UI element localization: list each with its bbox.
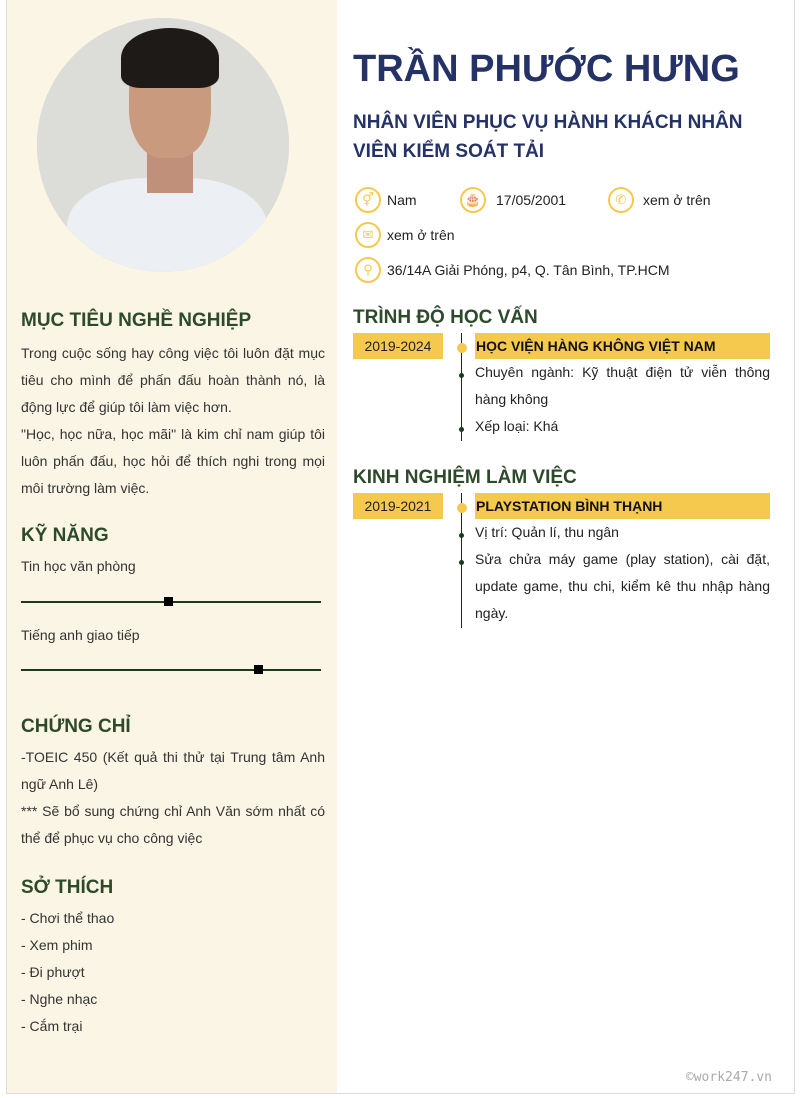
skill-bar xyxy=(21,669,321,671)
experience-org: PLAYSTATION BÌNH THẠNH xyxy=(475,493,770,519)
candidate-name: TRẦN PHƯỚC HƯNG xyxy=(353,48,740,90)
objective-heading: MỤC TIÊU NGHỀ NGHIỆP xyxy=(21,310,252,331)
skill-label: Tin học văn phòng xyxy=(21,558,136,574)
envelope-icon: ✉ xyxy=(355,222,381,248)
gender-value: Nam xyxy=(387,192,417,208)
bullet-dot xyxy=(459,373,464,378)
bullet-dot xyxy=(459,533,464,538)
hobbies-list xyxy=(21,905,325,1040)
email-value: xem ở trên xyxy=(387,227,455,243)
experience-heading: KINH NGHIỆM LÀM VIỆC xyxy=(353,467,577,488)
map-pin-icon: ⚲ xyxy=(355,257,381,283)
certificates-heading: CHỨNG CHỈ xyxy=(21,716,131,737)
birthday-value: 17/05/2001 xyxy=(496,192,567,208)
gender-icon: ⚥ xyxy=(355,187,381,213)
email-info xyxy=(355,222,455,248)
bullet-dot xyxy=(459,560,464,565)
hobby-item: - Đi phượt xyxy=(21,964,85,980)
education-org: HỌC VIỆN HÀNG KHÔNG VIỆT NAM xyxy=(475,333,770,359)
education-date: 2019-2024 xyxy=(353,333,443,359)
timeline-dot xyxy=(457,503,467,513)
phone-value: xem ở trên xyxy=(643,192,711,208)
skills-heading: KỸ NĂNG xyxy=(21,525,109,546)
education-heading: TRÌNH ĐỘ HỌC VẤN xyxy=(353,307,538,328)
objective-p1: Trong cuộc sống hay công việc tôi luôn đặt mục tiêu cho mình để phấn đấu hoàn thành nó, là động lực để giúp tôi làm việc hơn. xyxy=(21,345,325,415)
hobby-item: - Nghe nhạc xyxy=(21,991,98,1007)
hobby-item: - Chơi thể thao xyxy=(21,910,115,926)
phone-info xyxy=(608,187,711,213)
bullet-dot xyxy=(459,427,464,432)
certificate-p2: *** Sẽ bổ sung chứng chỉ Anh Văn sớm nhất có thể để phục vụ cho công việc xyxy=(21,803,325,846)
education-item: Chuyên ngành: Kỹ thuật điện tử viễn thông hàng không xyxy=(475,364,770,407)
skill-bar xyxy=(21,601,321,603)
objective-text xyxy=(21,340,325,502)
experience-item: Vị trí: Quản lí, thu ngân xyxy=(475,524,619,540)
hobby-item: - Cắm trại xyxy=(21,1018,83,1034)
objective-p2: "Học, học nữa, học mãi" là kim chỉ nam giúp tôi luôn phấn đấu, học hỏi để thích nghi trong mọi môi trường làm việc. xyxy=(21,426,325,496)
phone-icon: ✆ xyxy=(608,187,634,213)
hobbies-heading: SỞ THÍCH xyxy=(21,877,114,898)
experience-date: 2019-2021 xyxy=(353,493,443,519)
education-item: Xếp loại: Khá xyxy=(475,418,559,434)
address-value: 36/14A Giải Phóng, p4, Q. Tân Bình, TP.HCM xyxy=(387,262,670,278)
gender-info xyxy=(355,187,417,213)
birthday-info xyxy=(460,187,566,213)
job-title: NHÂN VIÊN PHỤC VỤ HÀNH KHÁCH NHÂN VIÊN KIỂM SOÁT TẢI xyxy=(353,112,743,162)
profile-photo xyxy=(37,18,289,272)
skill-level-marker xyxy=(164,597,173,606)
birthday-cake-icon: 🎂 xyxy=(460,187,486,213)
address-info xyxy=(355,257,670,283)
skill-level-marker xyxy=(254,665,263,674)
timeline-dot xyxy=(457,343,467,353)
skill-label: Tiếng anh giao tiếp xyxy=(21,627,140,643)
certificates-text xyxy=(21,744,325,852)
hobby-item: - Xem phim xyxy=(21,937,93,953)
experience-item: Sửa chửa máy game (play station), cài đặt, update game, thu chi, kiểm kê thu nhập hàng ngày. xyxy=(475,551,770,621)
certificate-p1: -TOEIC 450 (Kết quả thi thử tại Trung tâm Anh ngữ Anh Lê) xyxy=(21,749,325,792)
watermark: ©work247.vn xyxy=(685,1070,772,1085)
